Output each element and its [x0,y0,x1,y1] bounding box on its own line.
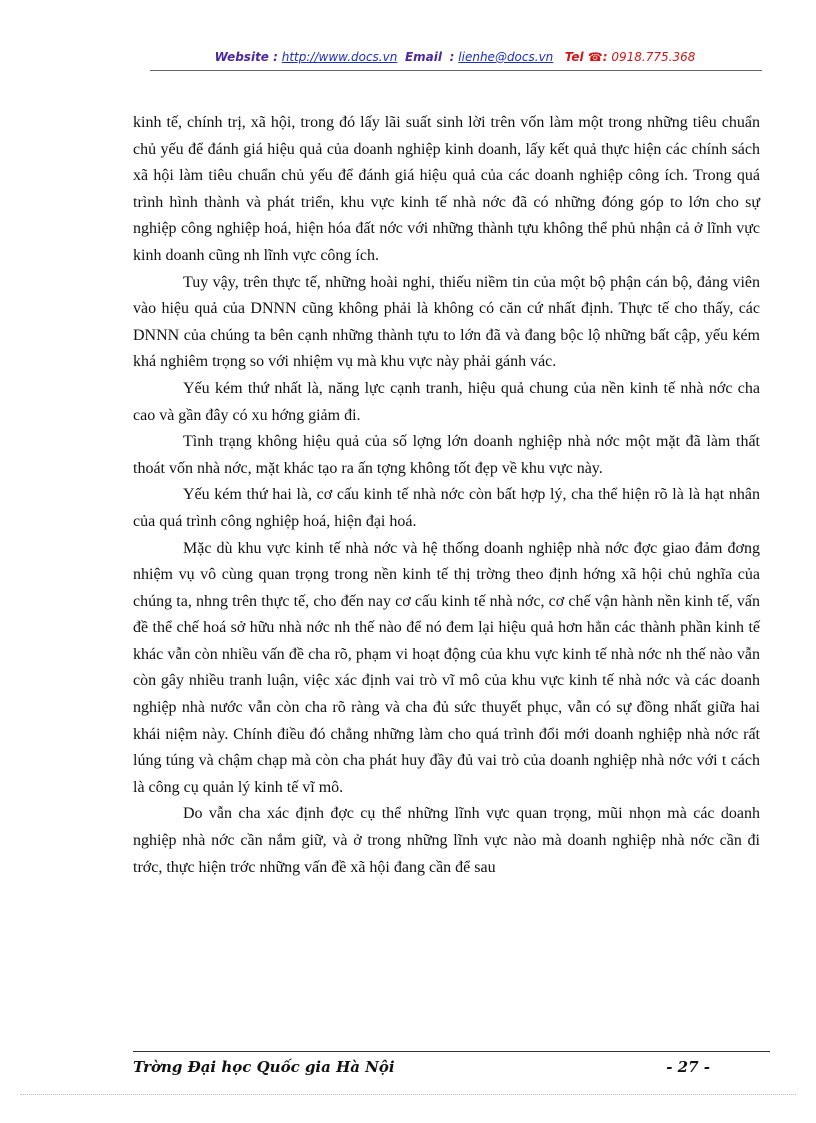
email-separator: : [449,50,455,64]
website-label: Website : [214,50,278,64]
header-divider [150,70,762,71]
paragraph-2: Tuy vậy, trên thực tế, những hoài nghi, thiếu niềm tin của một bộ phận cán bộ, đảng viên vào hiệu quả của DNNN cũng không phải là không có căn cứ nhất định. Thực tế cho thấy, các DNNN của chúng ta bên cạnh những thành tựu to lớn đã và đang bộc lộ những bất cập, yếu kém khá nghiêm trọng so với nhiệm vụ mà khu vực này phải gánh vác. [133,273,760,371]
tel-label: Tel ☎: [564,50,608,64]
school-name: Trờng Đại học Quốc gia Hà Nội [133,1058,395,1076]
paragraph-4: Tình trạng không hiệu quả của số lợng lớn doanh nghiệp nhà nớc một mặt đã làm thất thoát vốn nhà nớc, mặt khác tạo ra ấn tợng không tốt đẹp về khu vực này. [133,433,760,477]
paragraph-3: Yếu kém thứ nhất là, năng lực cạnh tranh, hiệu quả chung của nền kinh tế nhà nớc cha cao và gần đây có xu hớng giảm đi. [133,379,760,424]
page-number: - 27 - [666,1058,710,1076]
paragraph-1: kinh tế, chính trị, xã hội, trong đó lấy lãi suất sinh lời trên vốn làm một trong những tiêu chuẩn chủ yếu để đánh giá hiệu quả của doanh nghiệp kinh doanh, lấy kết quả thực hiện các chính sách xã hội làm tiêu chuẩn chủ yếu để đánh giá hiệu quả của các doanh nghiệp công ích. Trong quá trình hình thành và phát triển, khu vực kinh tế nhà nớc đã có những đóng góp to lớn cho sự nghiệp công nghiệp hoá, hiện hóa đất nớc với những thành tựu không thể phủ nhận cả ở lĩnh vực kinh doanh cũng nh lĩnh vực công ích. [133,114,760,264]
page-header [150,50,760,70]
phone-number: 0918.775.368 [611,50,696,64]
email-link[interactable]: lienhe@docs.vn [458,50,554,64]
paragraph-7: Do vẫn cha xác định đợc cụ thể những lĩnh vực quan trọng, mũi nhọn mà các doanh nghiệp nhà nớc cần nắm giữ, và ở trong những lĩnh vực nào mà doanh nghiệp nhà nớc cần đi trớc, thực hiện trớc những vấn đề xã hội đang cần để sau [133,805,760,876]
website-link[interactable]: http://www.docs.vn [281,50,398,64]
email-label: Email [404,50,443,64]
page-footer [133,1054,770,1076]
paragraph-5: Yếu kém thứ hai là, cơ cấu kinh tế nhà nớc còn bất hợp lý, cha thể hiện rõ là là hạt nhân của quá trình công nghiệp hoá, hiện đại hoá. [133,486,760,530]
page-bottom-border [20,1094,796,1095]
footer-divider [133,1051,770,1052]
document-body [133,110,760,881]
paragraph-6: Mặc dù khu vực kinh tế nhà nớc và hệ thống doanh nghiệp nhà nớc đợc giao đảm đơng nhiệm vụ vô cùng quan trọng trong nền kinh tế thị trờng theo định hớng xã hội chủ nghĩa của chúng ta, nhng trên thực tế, cho đến nay cơ cấu kinh tế nhà nớc, cơ chế vận hành nền kinh tế, vấn đề thể chế hoá sở hữu nhà nớc nh thế nào để nó đem lại hiệu quả hơn hẳn các thành phần kinh tế khác vẫn còn nhiều vấn đề cha rõ, phạm vi hoạt động của khu vực kinh tế nhà nớc nh thế nào vẫn còn gây nhiều tranh luận, việc xác định vai trò vĩ mô của khu vực kinh tế nhà nớc và các doanh nghiệp nhà nước vẫn còn cha rõ ràng và cha đủ sức thuyết phục, vẫn có sự đồng nhất giữa hai khái niệm này. Chính điều đó chẳng những làm cho quá trình đổi mới doanh nghiệp nhà nớc rất lúng túng và chậm chạp mà còn cha phát huy đầy đủ vai trò của doanh nghiệp nhà nớc với t cách là công cụ quản lý kinh tế vĩ mô. [133,539,760,796]
